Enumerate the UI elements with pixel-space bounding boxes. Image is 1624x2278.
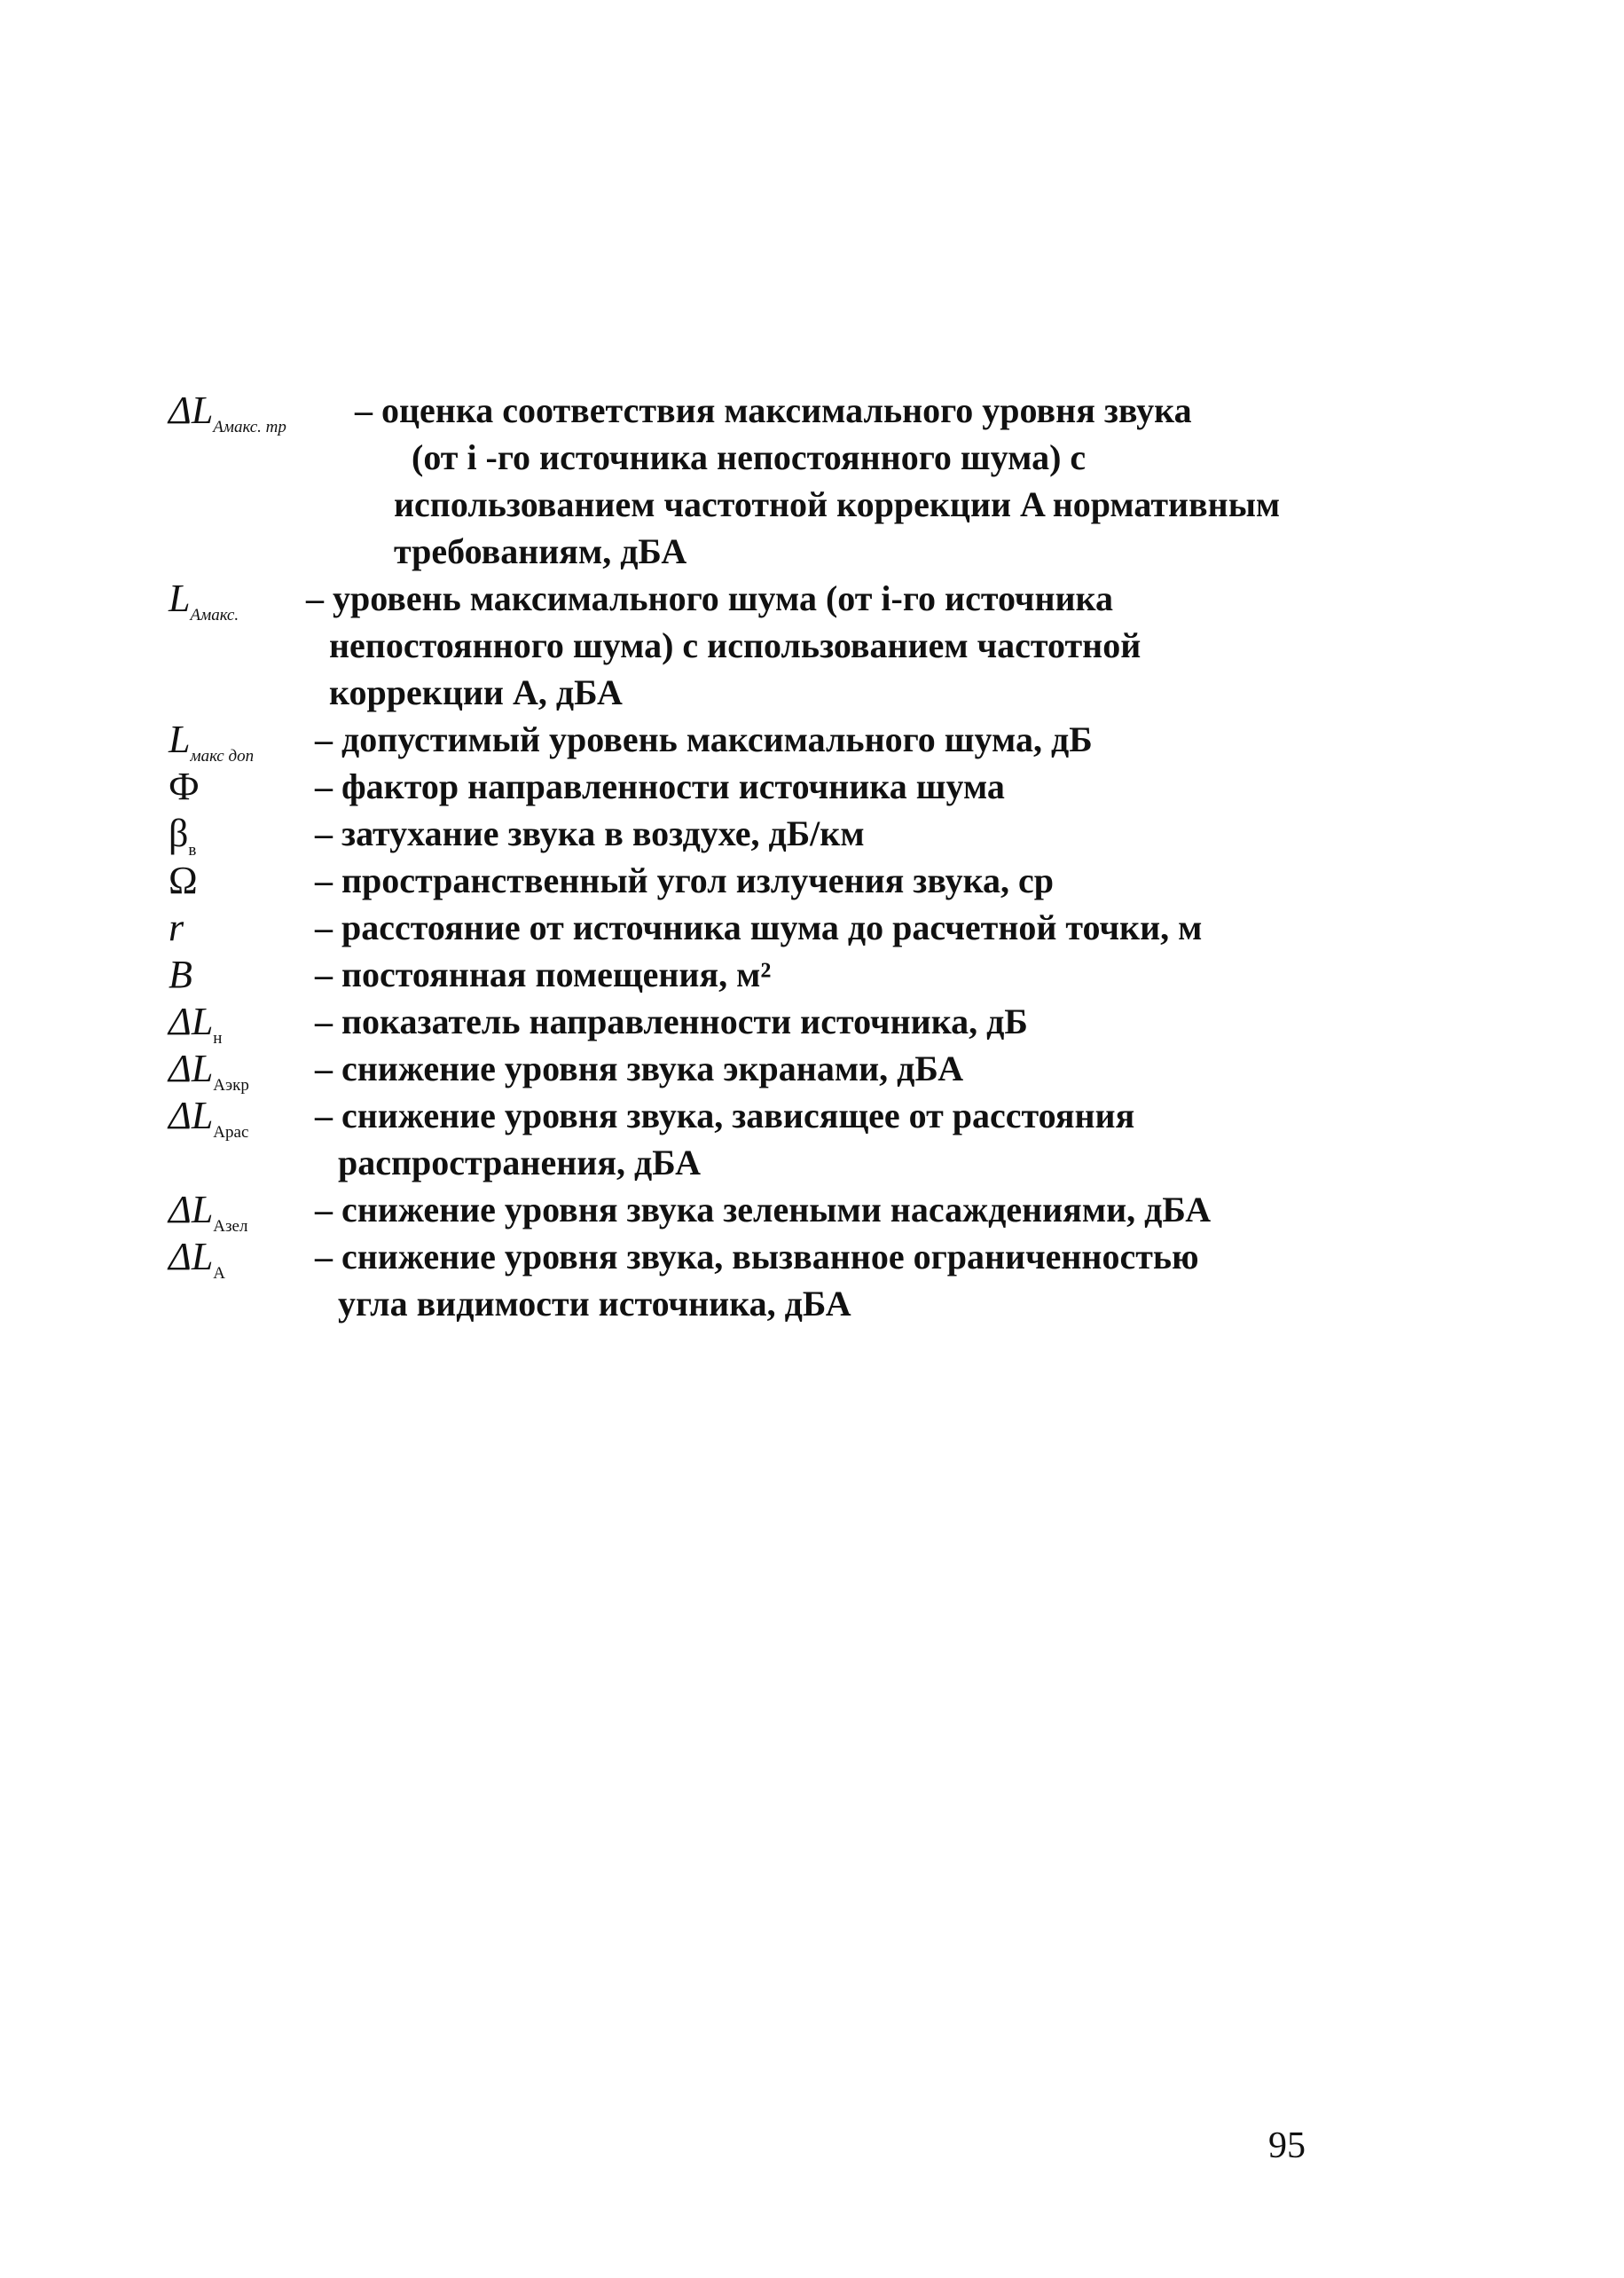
definition-text xyxy=(315,998,1322,1045)
definition-text xyxy=(315,763,1322,810)
symbol-main: β xyxy=(169,812,189,855)
definition-line: – постоянная помещения, м² xyxy=(315,954,772,994)
symbol-main: ΔL xyxy=(169,1235,214,1278)
definition-text xyxy=(306,575,1322,716)
definition-text xyxy=(315,1045,1322,1092)
definition-symbol xyxy=(169,1045,315,1095)
symbol-subscript: в xyxy=(188,841,197,860)
definition-line: – снижение уровня звука экранами, дБА xyxy=(315,1049,964,1088)
definition-line: – снижение уровня звука зелеными насаждениями, дБА xyxy=(315,1190,1212,1229)
definition-row xyxy=(169,1186,1322,1236)
definition-row xyxy=(169,575,1322,716)
definition-text xyxy=(315,951,1322,998)
definition-row xyxy=(169,857,1322,904)
definition-symbol xyxy=(169,1233,315,1283)
symbol-main: r xyxy=(169,906,184,949)
definition-line: – расстояние от источника шума до расчетной точки, м xyxy=(315,907,1203,947)
definition-line: (от i -го источника непостоянного шума) с xyxy=(412,437,1087,477)
definition-line: – оценка соответствия максимального уровня звука xyxy=(355,390,1192,430)
definition-line: непостоянного шума) с использованием частотной xyxy=(329,625,1142,665)
symbol-main: Ф xyxy=(169,765,200,808)
definition-text xyxy=(315,1186,1322,1233)
symbol-main: B xyxy=(169,953,192,996)
symbol-subscript: Аэкр xyxy=(213,1076,249,1095)
symbol-main: ΔL xyxy=(169,1188,214,1231)
symbol-main: ΔL xyxy=(169,1000,214,1043)
definition-symbol xyxy=(169,716,315,766)
symbol-main: ΔL xyxy=(169,1047,214,1090)
definition-row xyxy=(169,810,1322,860)
definition-symbol xyxy=(169,1092,315,1142)
definition-symbol xyxy=(169,998,315,1048)
symbol-subscript: Арас xyxy=(213,1123,249,1142)
definition-row xyxy=(169,1233,1322,1327)
definition-row xyxy=(169,763,1322,810)
definition-line: – затухание звука в воздухе, дБ/км xyxy=(315,813,865,853)
symbol-main: L xyxy=(169,577,191,620)
definition-row xyxy=(169,951,1322,998)
page-number: 95 xyxy=(1268,2125,1306,2166)
symbol-main: ΔL xyxy=(169,389,214,432)
definition-row xyxy=(169,998,1322,1048)
definition-text xyxy=(315,1233,1322,1327)
definition-text xyxy=(315,904,1322,951)
symbol-subscript: Азел xyxy=(213,1217,248,1236)
definition-line: – допустимый уровень максимального шума, дБ xyxy=(315,719,1093,759)
definition-line: использованием частотной коррекции A нормативным xyxy=(394,484,1281,524)
definition-line: угла видимости источника, дБА xyxy=(338,1284,851,1324)
definition-text xyxy=(315,810,1322,857)
definition-line: коррекции A, дБА xyxy=(329,672,623,712)
definition-text xyxy=(315,1092,1322,1186)
symbol-subscript: макс доп xyxy=(190,747,255,766)
definition-line: – показатель направленности источника, дБ xyxy=(315,1002,1028,1041)
definition-symbol xyxy=(169,763,315,810)
definition-row xyxy=(169,904,1322,951)
definition-line: – фактор направленности источника шума xyxy=(315,766,1005,806)
definition-row xyxy=(169,716,1322,766)
symbol-main: L xyxy=(169,718,191,761)
symbol-main: Ω xyxy=(169,859,198,902)
definition-symbol xyxy=(169,857,315,904)
definition-line: – пространственный угол излучения звука, ср xyxy=(315,860,1055,900)
definition-row xyxy=(169,387,1322,575)
definition-line: требованиям, дБА xyxy=(394,531,687,571)
definition-line: распространения, дБА xyxy=(338,1143,702,1182)
definition-symbol xyxy=(169,951,315,998)
symbol-subscript: Амакс. xyxy=(190,606,239,624)
symbol-main: ΔL xyxy=(169,1094,214,1137)
symbol-subscript: н xyxy=(213,1029,223,1048)
symbol-subscript: А xyxy=(213,1264,226,1283)
definition-line: – снижение уровня звука, вызванное ограниченностью xyxy=(315,1237,1199,1276)
symbol-definitions-list xyxy=(169,387,1322,1327)
symbol-subscript: Амакс. тр xyxy=(213,418,286,436)
definition-text xyxy=(315,716,1322,763)
definition-text xyxy=(315,857,1322,904)
definition-line: – уровень максимального шума (от i-го источника xyxy=(306,578,1113,618)
definition-symbol xyxy=(169,810,315,860)
definition-text xyxy=(355,387,1322,575)
definition-symbol xyxy=(169,904,315,951)
definition-row xyxy=(169,1092,1322,1186)
definition-symbol xyxy=(169,387,355,434)
definition-symbol xyxy=(169,575,306,622)
definition-row xyxy=(169,1045,1322,1095)
definition-line: – снижение уровня звука, зависящее от расстояния xyxy=(315,1096,1135,1135)
definition-symbol xyxy=(169,1186,315,1236)
